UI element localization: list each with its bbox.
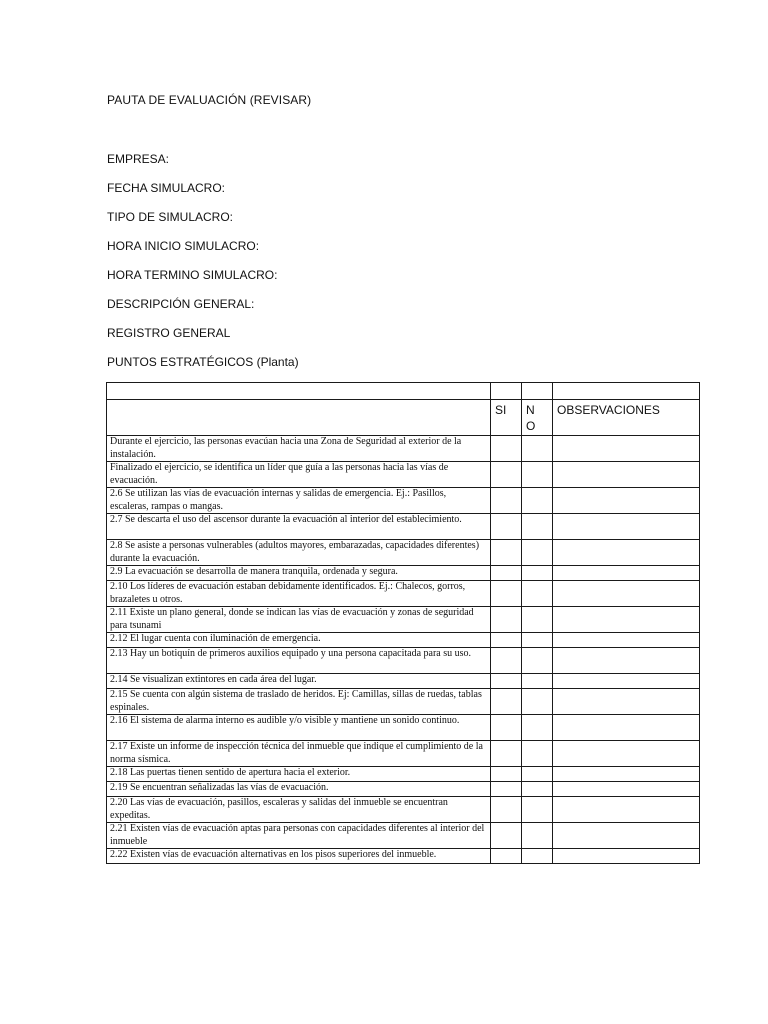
- no-cell[interactable]: [522, 514, 553, 540]
- si-cell[interactable]: [491, 514, 522, 540]
- blank-cell: [107, 383, 491, 400]
- si-cell[interactable]: [491, 797, 522, 823]
- no-cell[interactable]: [522, 689, 553, 715]
- no-cell[interactable]: [522, 581, 553, 607]
- table-row: [107, 715, 700, 741]
- observaciones-cell[interactable]: [553, 566, 700, 581]
- si-cell[interactable]: [491, 488, 522, 514]
- si-cell[interactable]: [491, 607, 522, 633]
- field-registro-general: REGISTRO GENERAL: [107, 326, 231, 340]
- field-puntos-estrategicos: PUNTOS ESTRATÉGICOS (Planta): [107, 355, 299, 369]
- field-hora-termino: HORA TERMINO SIMULACRO:: [107, 268, 278, 282]
- row-description: 2.17 Existe un informe de inspección técnica del inmueble que indique el cumplimiento de la norma sísmica.: [107, 741, 491, 767]
- no-cell[interactable]: [522, 607, 553, 633]
- row-description: 2.11 Existe un plano general, donde se indican las vías de evacuación y zonas de seguridad para tsunami: [107, 607, 491, 633]
- si-cell[interactable]: [491, 782, 522, 797]
- table-row: [107, 782, 700, 797]
- observaciones-cell[interactable]: [553, 581, 700, 607]
- row-description: 2.22 Existen vías de evacuación alternativas en los pisos superiores del inmueble.: [107, 849, 491, 864]
- field-fecha-simulacro: FECHA SIMULACRO:: [107, 181, 226, 195]
- no-cell[interactable]: [522, 633, 553, 648]
- blank-cell: [522, 383, 553, 400]
- table-row: [107, 633, 700, 648]
- row-description: 2.14 Se visualizan extintores en cada área del lugar.: [107, 674, 491, 689]
- form-fields: [107, 151, 299, 383]
- observaciones-cell[interactable]: [553, 648, 700, 674]
- si-cell[interactable]: [491, 540, 522, 566]
- no-cell[interactable]: [522, 462, 553, 488]
- row-description: 2.7 Se descarta el uso del ascensor durante la evacuación al interior del establecimiento.: [107, 514, 491, 540]
- no-cell[interactable]: [522, 715, 553, 741]
- table-row: [107, 741, 700, 767]
- row-description: 2.15 Se cuenta con algún sistema de traslado de heridos. Ej: Camillas, sillas de ruedas, tablas espinales.: [107, 689, 491, 715]
- si-cell[interactable]: [491, 436, 522, 462]
- table-row: [107, 488, 700, 514]
- row-description: 2.16 El sistema de alarma interno es audible y/o visible y mantiene un sonido continuo.: [107, 715, 491, 741]
- header-observaciones: OBSERVACIONES: [553, 400, 700, 436]
- si-cell[interactable]: [491, 849, 522, 864]
- header-no: [522, 400, 553, 436]
- observaciones-cell[interactable]: [553, 767, 700, 782]
- row-description: 2.12 El lugar cuenta con iluminación de emergencia.: [107, 633, 491, 648]
- field-tipo-simulacro: TIPO DE SIMULACRO:: [107, 210, 234, 224]
- observaciones-cell[interactable]: [553, 633, 700, 648]
- si-cell[interactable]: [491, 462, 522, 488]
- row-description: 2.10 Los líderes de evacuación estaban debidamente identificados. Ej.: Chalecos, gorros, brazaletes u otros.: [107, 581, 491, 607]
- observaciones-cell[interactable]: [553, 715, 700, 741]
- no-cell[interactable]: [522, 849, 553, 864]
- no-cell[interactable]: [522, 674, 553, 689]
- row-description: 2.19 Se encuentran señalizadas las vías de evacuación.: [107, 782, 491, 797]
- page-title: PAUTA DE EVALUACIÓN (REVISAR): [107, 93, 312, 107]
- evaluation-table: [106, 382, 700, 864]
- table-header-row: [107, 400, 700, 436]
- no-cell[interactable]: [522, 782, 553, 797]
- observaciones-cell[interactable]: [553, 540, 700, 566]
- table-row: [107, 462, 700, 488]
- si-cell[interactable]: [491, 633, 522, 648]
- table-row: [107, 514, 700, 540]
- observaciones-cell[interactable]: [553, 782, 700, 797]
- si-cell[interactable]: [491, 566, 522, 581]
- no-cell[interactable]: [522, 767, 553, 782]
- row-description: Finalizado el ejercicio, se identifica un líder que guía a las personas hacia las vías de evacuación.: [107, 462, 491, 488]
- si-cell[interactable]: [491, 674, 522, 689]
- row-description: 2.6 Se utilizan las vías de evacuación internas y salidas de emergencia. Ej.: Pasillos, escaleras, rampas o mangas.: [107, 488, 491, 514]
- table-row: [107, 674, 700, 689]
- no-cell[interactable]: [522, 566, 553, 581]
- table-row: [107, 648, 700, 674]
- observaciones-cell[interactable]: [553, 797, 700, 823]
- table-row: [107, 823, 700, 849]
- no-cell[interactable]: [522, 540, 553, 566]
- row-description: 2.20 Las vías de evacuación, pasillos, escaleras y salidas del inmueble se encuentran expeditas.: [107, 797, 491, 823]
- header-empty-cell: [107, 400, 491, 436]
- observaciones-cell[interactable]: [553, 674, 700, 689]
- table-blank-row: [107, 383, 700, 400]
- header-si: SI: [491, 400, 522, 436]
- row-description: 2.21 Existen vías de evacuación aptas para personas con capacidades diferentes al interior del inmueble: [107, 823, 491, 849]
- table-row: [107, 566, 700, 581]
- si-cell[interactable]: [491, 715, 522, 741]
- si-cell[interactable]: [491, 648, 522, 674]
- table-row: [107, 540, 700, 566]
- table-row: [107, 689, 700, 715]
- blank-cell: [491, 383, 522, 400]
- row-description: 2.8 Se asiste a personas vulnerables (adultos mayores, embarazadas, capacidades diferentes) durante la evacuación.: [107, 540, 491, 566]
- si-cell[interactable]: [491, 823, 522, 849]
- blank-cell: [553, 383, 700, 400]
- observaciones-cell[interactable]: [553, 823, 700, 849]
- no-cell[interactable]: [522, 741, 553, 767]
- observaciones-cell[interactable]: [553, 741, 700, 767]
- no-cell[interactable]: [522, 648, 553, 674]
- field-descripcion-general: DESCRIPCIÓN GENERAL:: [107, 297, 255, 311]
- si-cell[interactable]: [491, 581, 522, 607]
- no-cell[interactable]: [522, 823, 553, 849]
- observaciones-cell[interactable]: [553, 607, 700, 633]
- no-cell[interactable]: [522, 436, 553, 462]
- si-cell[interactable]: [491, 689, 522, 715]
- observaciones-cell[interactable]: [553, 462, 700, 488]
- observaciones-cell[interactable]: [553, 689, 700, 715]
- observaciones-cell[interactable]: [553, 849, 700, 864]
- table-row: [107, 767, 700, 782]
- row-description: 2.9 La evacuación se desarrolla de manera tranquila, ordenada y segura.: [107, 566, 491, 581]
- field-empresa: EMPRESA:: [107, 152, 170, 166]
- row-description: Durante el ejercicio, las personas evacúan hacia una Zona de Seguridad al exterior de la instalación.: [107, 436, 491, 462]
- table-row: [107, 436, 700, 462]
- row-description: 2.13 Hay un botiquín de primeros auxilios equipado y una persona capacitada para su uso.: [107, 648, 491, 674]
- no-cell[interactable]: [522, 488, 553, 514]
- observaciones-cell[interactable]: [553, 514, 700, 540]
- header-no-label: NO: [526, 403, 536, 433]
- row-description: 2.18 Las puertas tienen sentido de apertura hacia el exterior.: [107, 767, 491, 782]
- si-cell[interactable]: [491, 741, 522, 767]
- table-row: [107, 797, 700, 823]
- observaciones-cell[interactable]: [553, 436, 700, 462]
- table-row: [107, 581, 700, 607]
- table-row: [107, 607, 700, 633]
- observaciones-cell[interactable]: [553, 488, 700, 514]
- si-cell[interactable]: [491, 767, 522, 782]
- no-cell[interactable]: [522, 797, 553, 823]
- table-row: [107, 849, 700, 864]
- field-hora-inicio: HORA INICIO SIMULACRO:: [107, 239, 260, 253]
